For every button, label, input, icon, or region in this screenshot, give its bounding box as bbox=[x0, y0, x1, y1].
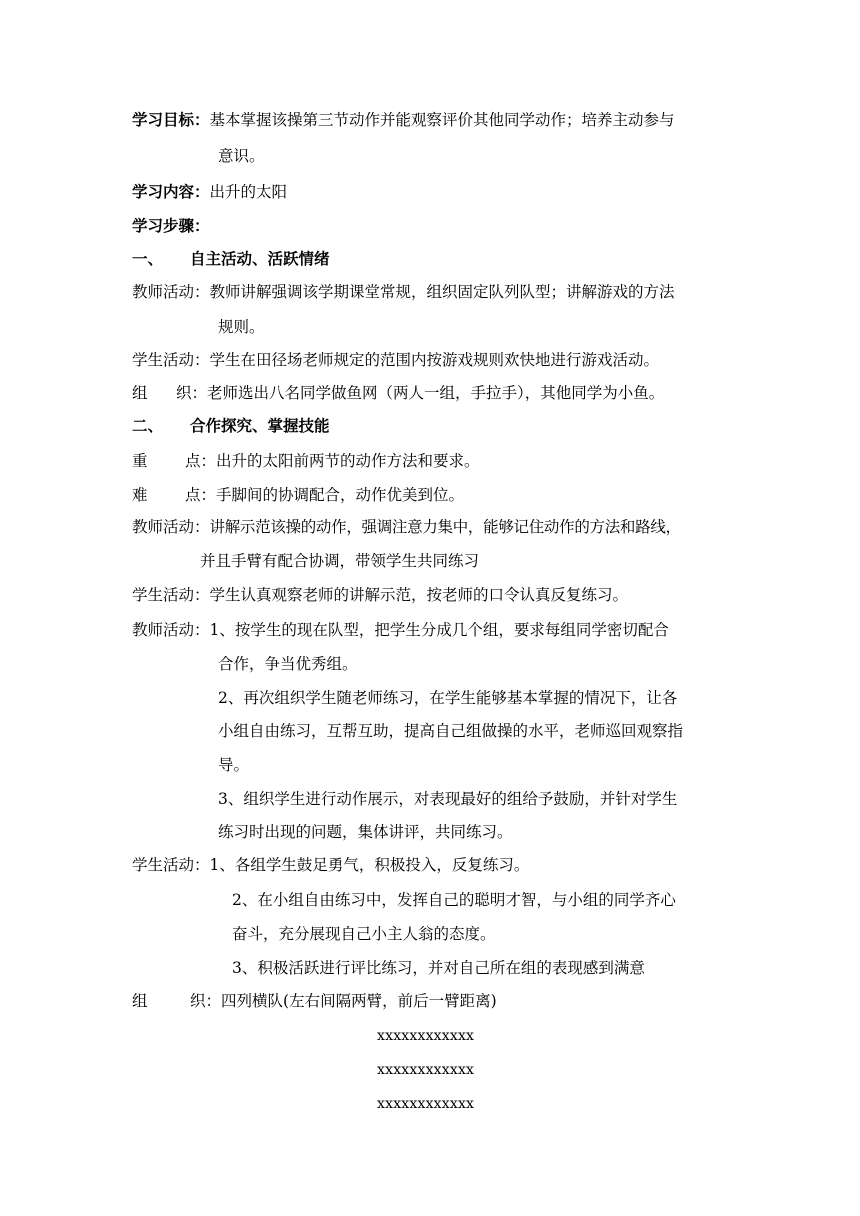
s2-student2-line1 bbox=[132, 855, 529, 875]
s2-teacher2-line1 bbox=[132, 620, 669, 640]
difficulty-label-b: 点： bbox=[185, 486, 217, 504]
key-point-text: 出升的太阳前两节的动作方法和要求。 bbox=[216, 452, 480, 470]
s1-org-label-b: 织： bbox=[176, 384, 208, 402]
s1-student-label: 学生活动： bbox=[132, 351, 210, 369]
s2-teacher2-item1-line2: 合作，争当优秀组。 bbox=[218, 655, 358, 673]
difficulty-text: 手脚间的协调配合，动作优美到位。 bbox=[216, 486, 465, 504]
s2-org-label-a: 组 bbox=[132, 992, 148, 1010]
s1-student-text: 学生在田径场老师规定的范围内按游戏规则欢快地进行游戏活动。 bbox=[209, 351, 660, 369]
s2-org bbox=[190, 991, 497, 1011]
s2-student1 bbox=[132, 585, 628, 605]
key-point-label-a: 重 bbox=[132, 452, 148, 470]
section1-title: 自主活动、活跃情绪 bbox=[190, 249, 330, 268]
s2-teacher2-item2-line3: 导。 bbox=[218, 756, 250, 774]
s2-teacher1-label: 教师活动： bbox=[132, 518, 210, 536]
s1-teacher-text: 教师讲解强调该学期课堂常规，组织固定队列队型；讲解游戏的方法 bbox=[209, 283, 675, 301]
s2-teacher2-label: 教师活动： bbox=[132, 621, 210, 639]
learning-content bbox=[132, 182, 287, 202]
s1-org-label-a: 组 bbox=[132, 384, 148, 402]
s2-student1-text: 学生认真观察老师的讲解示范，按老师的口令认真反复练习。 bbox=[209, 586, 629, 604]
s2-teacher2-item2-line1: 2、再次组织学生随老师练习，在学生能够基本掌握的情况下，让各 bbox=[218, 689, 678, 707]
difficulty bbox=[185, 485, 464, 505]
s2-student1-label: 学生活动： bbox=[132, 586, 210, 604]
s1-org bbox=[176, 383, 664, 403]
learning-goal-label: 学习目标： bbox=[132, 110, 210, 129]
s2-org-label-b: 织： bbox=[190, 992, 222, 1010]
learning-content-text: 出升的太阳 bbox=[209, 183, 288, 201]
key-point-label-b: 点： bbox=[185, 452, 217, 470]
s2-student2-item1: 1、各组学生鼓足勇气，积极投入，反复练习。 bbox=[209, 856, 530, 874]
s2-student2-item2-line2: 奋斗，充分展现自己小主人翁的态度。 bbox=[232, 925, 496, 943]
s1-teacher-line2: 规则。 bbox=[218, 318, 265, 336]
learning-content-label: 学习内容： bbox=[132, 182, 210, 201]
s2-student2-label: 学生活动： bbox=[132, 856, 210, 874]
section2-number: 二、 bbox=[132, 416, 164, 435]
learning-steps-label: 学习步骤： bbox=[132, 216, 210, 235]
s1-teacher-line1 bbox=[132, 282, 675, 302]
s2-student2-item2-line1: 2、在小组自由练习中，发挥自己的聪明才智，与小组的同学齐心 bbox=[232, 891, 676, 909]
key-point bbox=[185, 451, 480, 471]
difficulty-label-a: 难 bbox=[132, 486, 148, 504]
formation-row: xxxxxxxxxxxx bbox=[377, 1028, 475, 1044]
s2-teacher2-item3-line2: 练习时出现的问题，集体讲评，共同练习。 bbox=[218, 823, 513, 841]
formation-row: xxxxxxxxxxxx bbox=[377, 1062, 475, 1078]
s1-teacher-label: 教师活动： bbox=[132, 283, 210, 301]
s2-org-text: 四列横队(左右间隔两臂，前后一臂距离) bbox=[221, 992, 497, 1010]
s1-student bbox=[132, 350, 659, 370]
s2-teacher1-line1 bbox=[132, 517, 681, 537]
s2-teacher1-text: 讲解示范该操的动作，强调注意力集中，能够记住动作的方法和路线， bbox=[209, 518, 681, 536]
s2-teacher1-line2: 并且手臂有配合协调，带领学生共同练习 bbox=[200, 552, 480, 570]
s1-org-text: 老师选出八名同学做鱼网（两人一组，手拉手），其他同学为小鱼。 bbox=[207, 384, 665, 402]
s2-teacher2-item3-line1: 3、组织学生进行动作展示，对表现最好的组给予鼓励，并针对学生 bbox=[218, 790, 678, 808]
section1-number: 一、 bbox=[132, 249, 164, 268]
s2-teacher2-item1-line1: 1、按学生的现在队型，把学生分成几个组，要求每组同学密切配合 bbox=[209, 621, 669, 639]
formation-row: xxxxxxxxxxxx bbox=[377, 1096, 475, 1112]
learning-goal-text: 基本掌握该操第三节动作并能观察评价其他同学动作；培养主动参与 bbox=[209, 111, 675, 129]
s2-student2-item3: 3、积极活跃进行评比练习，并对自己所在组的表现感到满意 bbox=[232, 959, 645, 977]
learning-goal-line1 bbox=[132, 110, 675, 130]
learning-goal-line2: 意识。 bbox=[218, 147, 265, 165]
section2-title: 合作探究、掌握技能 bbox=[190, 416, 330, 435]
s2-teacher2-item2-line2: 小组自由练习，互帮互助，提高自己组做操的水平，老师巡回观察指 bbox=[218, 722, 684, 740]
